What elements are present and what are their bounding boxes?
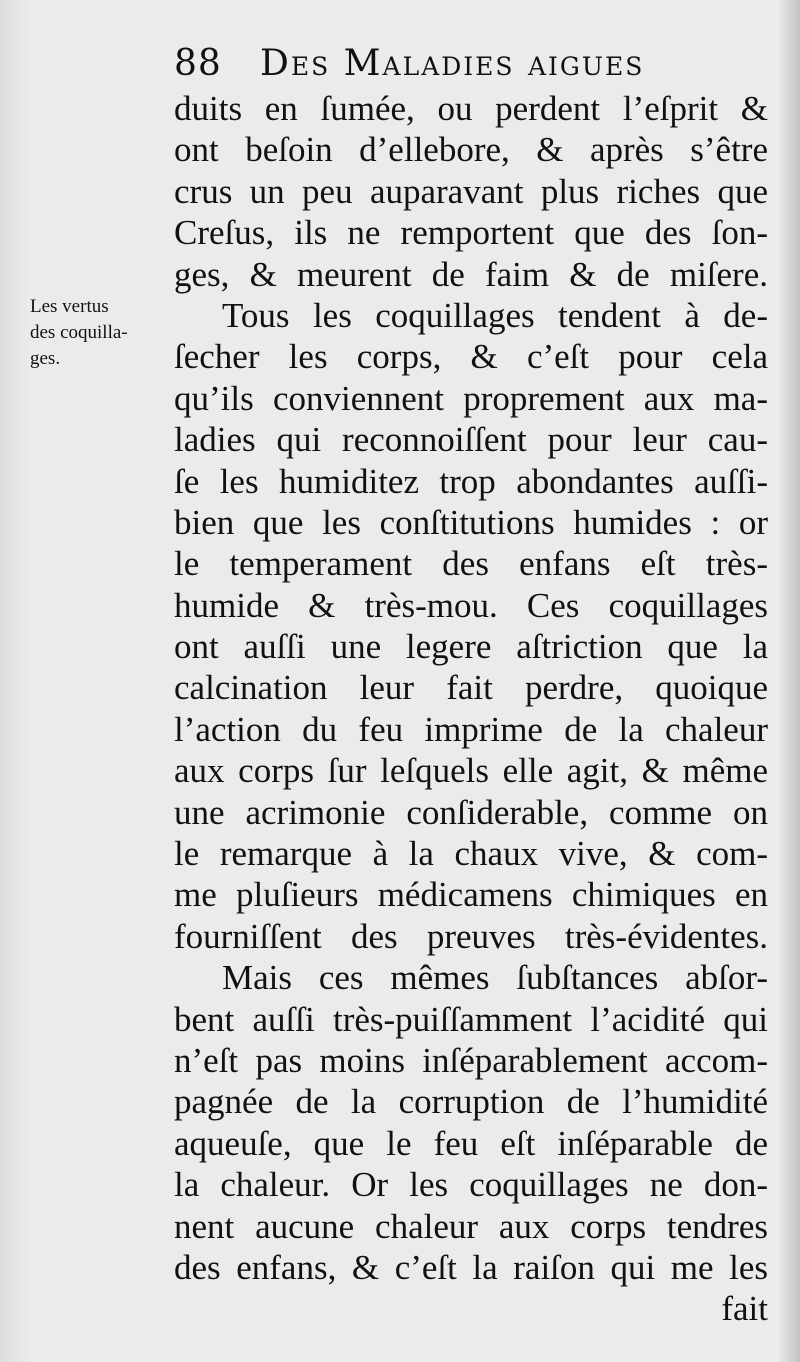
text-line: le temperament des enfans eſt très- <box>174 544 768 584</box>
text-line: ladies qui reconnoiſſent pour leur cau- <box>174 420 768 460</box>
page-number: 88 <box>174 43 222 84</box>
text-line: ges, & meurent de faim & de miſere. <box>174 254 768 294</box>
text-line: me pluſieurs médicamens chimiques en <box>174 875 768 915</box>
running-title: Des Maladies aigues <box>260 43 645 84</box>
margin-note <box>30 294 175 372</box>
text-line: Tous les coquillages tendent à de- <box>222 295 768 335</box>
text-line: des enfans, & c’eſt la raiſon qui me les <box>174 1247 768 1287</box>
body-text <box>174 88 768 1330</box>
margin-note-line: ges. <box>30 348 61 369</box>
text-line: Mais ces mêmes ſubſtances abſor- <box>222 958 768 998</box>
text-line: n’eſt pas moins inſéparablement accom- <box>174 1040 768 1080</box>
text-line: nent aucune chaleur aux corps tendres <box>174 1206 768 1246</box>
text-line: ſe les humiditez trop abondantes auſſi- <box>174 461 768 501</box>
text-line: ont auſſi une legere aſtriction que la <box>174 627 768 667</box>
page-header <box>174 42 694 92</box>
text-line: calcination leur fait perdre, quoique <box>174 668 768 708</box>
text-line: ont beſoin d’ellebore, & après s’être <box>174 130 768 170</box>
page-gutter-shadow <box>0 0 30 1362</box>
text-line: une acrimonie conſiderable, comme on <box>174 792 768 832</box>
text-line: qu’ils conviennent proprement aux ma- <box>174 378 768 418</box>
text-line: l’action du feu imprime de la chaleur <box>174 709 768 749</box>
text-line: Creſus, ils ne remportent que des ſon- <box>174 213 768 253</box>
text-line: fourniſſent des preuves très-évidentes. <box>174 916 768 956</box>
text-line: bent auſſi très-puiſſamment l’acidité qui <box>174 999 768 1039</box>
text-line: ſecher les corps, & c’eſt pour cela <box>174 337 768 377</box>
text-line: humide & très-mou. Ces coquillages <box>174 585 768 625</box>
catchword: fait <box>721 1289 768 1329</box>
text-line: la chaleur. Or les coquillages ne don- <box>174 1165 768 1205</box>
text-line: crus un peu auparavant plus riches que <box>174 171 768 211</box>
margin-note-line: des coquilla- <box>30 322 128 343</box>
text-line: pagnée de la corruption de l’humidité <box>174 1082 768 1122</box>
margin-note-line: Les vertus <box>30 296 109 317</box>
text-line: aux corps ſur leſquels elle agit, & même <box>174 751 768 791</box>
text-line: bien que les conſtitutions humides : or <box>174 502 768 542</box>
page-edge-shadow <box>778 0 800 1362</box>
text-line: aqueuſe, que le feu eſt inſéparable de <box>174 1123 768 1163</box>
text-line: le remarque à la chaux vive, & com- <box>174 834 768 874</box>
text-line: duits en ſumée, ou perdent l’eſprit & <box>174 89 768 128</box>
